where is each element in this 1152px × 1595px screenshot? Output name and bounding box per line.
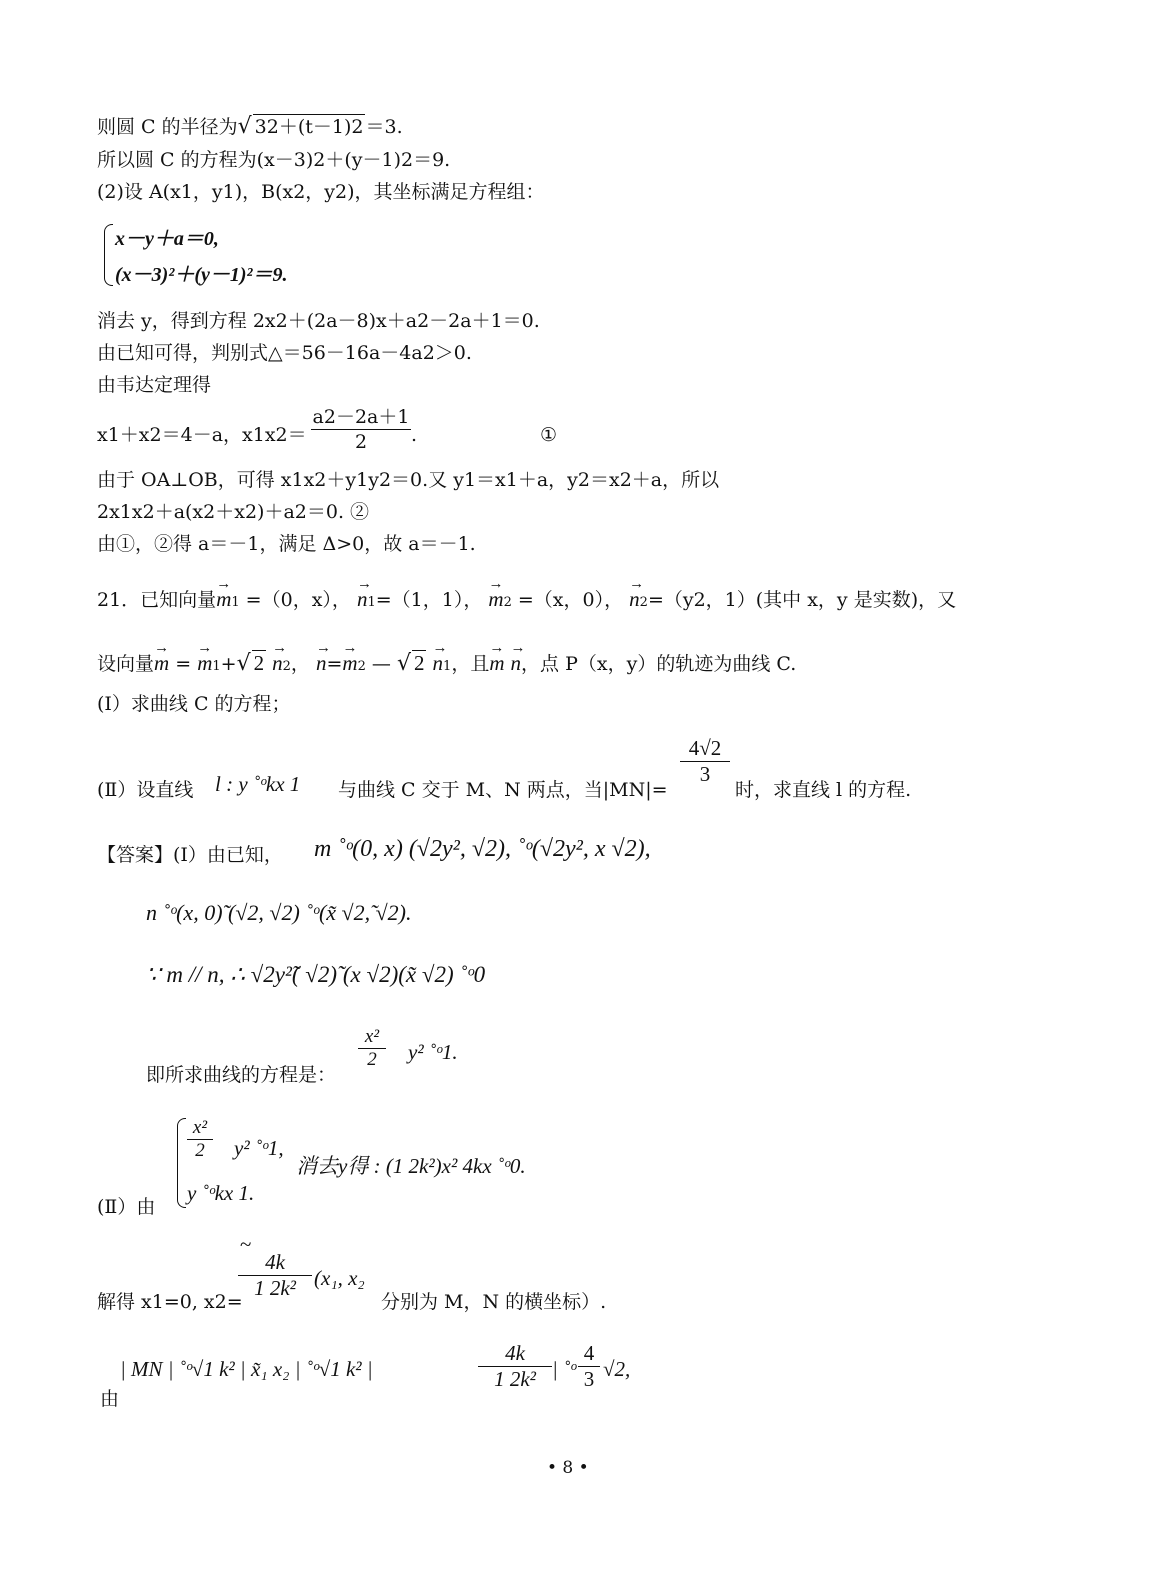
system-brace-2 <box>177 1118 186 1208</box>
line-eliminate: 消去 y，得到方程 2x2＋(2a－8)x＋a2－2a＋1＝0. <box>97 310 540 332</box>
fraction-denominator: 2 <box>311 429 411 454</box>
circled-one-mark: ① <box>540 424 558 446</box>
subscript: 2 <box>282 659 291 674</box>
vector-n2: → n <box>272 651 283 675</box>
text: (I）由已知， <box>173 844 283 866</box>
answer-eq-n: n ˚ᵒ(x, 0)̃ (√2, √2) ˚ᵒ(x̃ √2,̃ √2). <box>146 900 412 925</box>
system-2-eq-1: y² ˚ᵒ1, <box>234 1136 284 1160</box>
fraction-numerator: 4 <box>583 1341 595 1365</box>
vector-m2: → m <box>342 651 357 675</box>
line-perpendicular: 由于 OA⊥OB，可得 x1x2＋y1y2＝0.又 y1＝x1＋a，y2＝x2＋a，所以 <box>97 469 720 491</box>
text: 21．已知向量 <box>97 589 217 611</box>
fraction-denominator: 3 <box>578 1366 600 1392</box>
text: = <box>326 653 343 675</box>
vector-n: → n <box>511 651 522 675</box>
line-conclusion: 由①，②得 a＝－1，满足 Δ>0，故 a＝－1. <box>97 533 476 555</box>
line-radius <box>97 114 403 139</box>
answer-curve-post: y² ˚ᵒ1. <box>408 1040 458 1064</box>
tilde-mark: ~ <box>240 1232 252 1256</box>
fraction-denominator: 1 2k² <box>478 1366 552 1392</box>
system-2-eliminate: 消去y得 : (1 2k²)x² 4kx ˚ᵒ0. <box>296 1154 526 1178</box>
text: ＝3. <box>365 116 403 138</box>
answer-solve-mid: (x₁, x₂ <box>314 1266 365 1290</box>
period: . <box>411 424 418 446</box>
answer-mn-mid: | ˚ᵒ <box>552 1357 577 1381</box>
radicand: 2 <box>413 651 425 675</box>
radicand: 32＋(t－1)2 <box>254 116 364 138</box>
fraction-denominator: 1 2k² <box>238 1275 312 1301</box>
text: ，且 <box>451 653 490 675</box>
line-circle-equation: 所以圆 C 的方程为(x－3)2＋(y－1)2＝9. <box>97 149 451 171</box>
line-vieta-result-pre: x1＋x2＝4－a，x1x2＝ <box>97 424 307 446</box>
fraction-4-3 <box>578 1341 600 1392</box>
vector-n1: → n <box>357 587 368 611</box>
answer-eq-m: m ˚ᵒ(0, x) (√2y², √2), ˚ᵒ(√2y², x √2), <box>314 836 651 862</box>
fraction-numerator: 4k <box>265 1250 285 1274</box>
vector-m1: → m <box>197 651 212 675</box>
answer-mn-post: √2, <box>603 1357 631 1381</box>
answer-mn-pre: 由 <box>100 1388 120 1410</box>
q21-part-2-pre: (Ⅱ）设直线 <box>97 779 194 801</box>
fraction-denominator: 2 <box>358 1048 386 1071</box>
vector-n: → n <box>316 651 327 675</box>
vector-m: → m <box>489 651 504 675</box>
fraction-numerator: a2－2a＋1 <box>312 406 410 428</box>
fraction-numerator: x² <box>192 1117 208 1138</box>
q21-line-1 <box>97 587 956 615</box>
fraction-x2-over-2 <box>358 1026 386 1071</box>
answer-mn-eq: | MN | ˚ᵒ√1 k² | x̃₁ x₂ | ˚ᵒ√1 k² | <box>120 1357 373 1381</box>
radicand: 2 <box>253 651 265 675</box>
answer-solve-post: 分别为 M，N 的横坐标）. <box>381 1291 607 1313</box>
q21-part-2-mid: 与曲线 C 交于 M、N 两点，当|MN|= <box>338 779 668 801</box>
subscript: 1 <box>231 595 240 610</box>
q21-part-2-post: 时，求直线 l 的方程. <box>735 779 912 801</box>
text: = <box>169 653 198 675</box>
fraction-x2-over-2 <box>187 1117 213 1162</box>
subscript: 1 <box>367 595 376 610</box>
fraction-vieta <box>311 405 411 454</box>
sqrt-sign: √ <box>396 651 411 676</box>
text: =（y2，1）(其中 x，y 是实数)，又 <box>647 589 957 611</box>
fraction-mn-length <box>680 736 730 787</box>
fraction-4k <box>238 1250 312 1301</box>
subscript: 2 <box>357 659 366 674</box>
system-eq-2: (x－3)²＋(y－1)²＝9. <box>115 264 288 286</box>
answer-curve-pre: 即所求曲线的方程是： <box>146 1064 337 1086</box>
text: 设向量 <box>97 653 155 675</box>
vector-m: → m <box>154 651 169 675</box>
text: — <box>365 653 397 675</box>
fraction-numerator: 4k <box>505 1341 525 1365</box>
answer-solve-pre: 解得 x1=0, x2= <box>97 1291 243 1313</box>
line-discriminant: 由已知可得，判别式△＝56－16a－4a2＞0. <box>97 342 472 364</box>
answer-label <box>97 843 283 867</box>
page-number: • 8 • <box>547 1458 589 1478</box>
q21-line-2 <box>97 650 796 679</box>
subscript: 2 <box>503 595 512 610</box>
line-l-equation: l : y ˚ᵒkx 1 <box>215 772 301 796</box>
line-equation-2: 2x1x2＋a(x2＋x2)＋a2＝0. ② <box>97 501 370 523</box>
text: ，点 P（x，y）的轨迹为曲线 C. <box>521 653 797 675</box>
text: + <box>220 653 237 675</box>
text: =（0，x）， <box>239 589 351 611</box>
vector-n1: → n <box>433 651 444 675</box>
system-brace <box>104 224 113 286</box>
fraction-denominator: 2 <box>187 1139 213 1162</box>
fraction-numerator: 4√2 <box>688 736 722 760</box>
line-vieta: 由韦达定理得 <box>97 374 212 396</box>
subscript: 1 <box>443 659 452 674</box>
line-setup: (2)设 A(x1，y1)，B(x2，y2)，其坐标满足方程组： <box>97 181 545 203</box>
sqrt-sign: √ <box>236 651 251 676</box>
text: 则圆 C 的半径为 <box>97 116 238 138</box>
answer-part-2-pre: (Ⅱ）由 <box>97 1196 156 1218</box>
answer-eq-parallel: ∵ m // n, ∴ √2y²̃( √2)̃ (x √2)(x̃ √2) ˚ᵒ0 <box>146 962 486 987</box>
vector-m1: → m <box>216 587 231 611</box>
q21-part-1: (Ⅰ）求曲线 C 的方程； <box>97 693 291 715</box>
text: =（x，0）， <box>511 589 624 611</box>
fraction-4k-2 <box>478 1341 552 1392</box>
answer-tag: 【答案】 <box>97 844 174 866</box>
sqrt-sign: √ <box>237 114 252 139</box>
fraction-numerator: x² <box>364 1026 380 1047</box>
system-eq-1: x－y＋a＝0, <box>115 228 219 250</box>
vector-n2: → n <box>629 587 640 611</box>
system-2-eq-2: y ˚ᵒkx 1. <box>187 1181 255 1205</box>
vector-m2: → m <box>488 587 503 611</box>
subscript: 2 <box>639 595 648 610</box>
subscript: 1 <box>212 659 221 674</box>
text: =（1，1）， <box>375 589 483 611</box>
fraction-denominator: 3 <box>680 761 730 787</box>
text: ， <box>290 653 310 675</box>
